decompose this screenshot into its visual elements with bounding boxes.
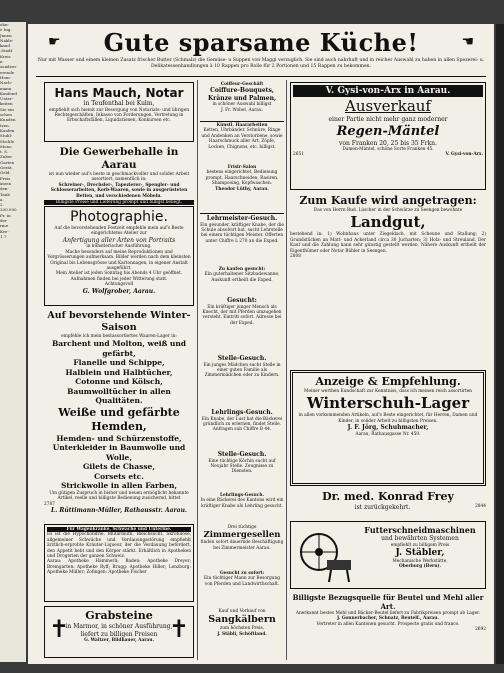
gysi-number: 2651 (293, 152, 304, 158)
prev-column-line: Kunden (0, 117, 16, 123)
grab-title: Grabsteine (85, 609, 153, 622)
wagen-title: Für Wagenkranke, Schwache und Unterine. (47, 527, 191, 532)
billig-title: Billigste Bezugsquelle für Beutel und Mehl aller Art. (292, 593, 484, 611)
prev-column-line: 2. (0, 202, 4, 208)
lehrling-body: Ein gesunder, kräftiger Knabe, der die Schule absolvirt hat, sucht Lehrstelle bei einem tüchtigen Meister. Offerten unter Chiffre L 270 an die Exped. (200, 222, 284, 244)
prev-column-line: Gerät. (0, 165, 13, 171)
billig-body: Anerkannt bestes Mehl und Bäcker-Beutel liefert zu Fabrikpreisen prompt ab Lager. (295, 611, 481, 616)
zimmer-body: finden sofort dauernde Beschäftigung bei Zimmermeister Aarau. (200, 540, 284, 551)
kalb-name: Sangkälbern (208, 614, 276, 626)
winter-sign: L. Rüttimann-Müller, Rathausstr. Aarau. (50, 507, 188, 515)
ad-haararbeiten (200, 123, 284, 163)
prev-column-line: kand (0, 43, 10, 49)
gysi-lead: einer Partie nicht mehr ganz moderner (328, 116, 448, 123)
winter-line: Cotonne und Kölsch, (75, 377, 163, 387)
v5-body: Eine tüchtige Köchin sucht auf Neujahr Stelle. Zeugnisse zu Diensten. (208, 458, 276, 475)
photo-title: Photographie. (70, 209, 168, 225)
prev-column-line: Hom- (0, 74, 12, 80)
kalb-title: Kauf und Verkauf von (218, 609, 266, 614)
ad-gysi (290, 82, 486, 190)
divider (36, 76, 486, 77)
anzeige-name: J. F. Jörg, Schuhmacher, (347, 424, 429, 432)
m4-body: bestens eingerichtet, Bedienung prompt, Haarschneiden, Rasiren, Shampooing, Kopfwaschen. (205, 170, 279, 187)
futter-sub: und bewährten Systemen (381, 535, 459, 542)
prev-column-line: ätzen (0, 180, 12, 186)
anzeige-lead: Meiner werthen Kundschaft zur Kenntniss, dass ich meinen reich assortirten (304, 389, 472, 394)
anzeige-body: in allen vorkommenden Artikeln, auf's Beste eingerichtet, für Herren, Damen und Kinder, in solider Arbeit zu billigsten Preisen. (298, 413, 478, 424)
final-body: Vertreter in allen Kantonen gesucht. Prospecte gratis und franco. (316, 621, 460, 627)
v2-body: Ein kräftiger junger Mensch als Knecht, der mit Pferden umzugehen versteht. Eintritt sofort. Adresse bei der Exped. (202, 304, 282, 326)
v4-body: Ein Knabe, der Lust hat die Bäckerei gründlich zu erlernen, findet Stelle. Anfragen sub Chiffre B 44. (201, 416, 283, 433)
lehrlings2-body: In eine Bäckerei des Kantons wird ein kräftiger Knabe als Lehrling gesucht. (200, 498, 284, 509)
gewerbehalle-body: ist nun wieder auf's beste in geschmackvoller und solider Arbeit assortiert, namentlich in: (48, 172, 190, 183)
gysi-item: Regen-Mäntel (336, 123, 440, 139)
pointing-hand-left-icon: ☛ (48, 34, 61, 50)
prev-column-line: 1.7 (0, 233, 7, 239)
wagen-body: Es ist die Hypochondrie, Blutarmuth, Bleichsucht, Skrofulose, allgemeiner Schwäche und Verdauungsstörung empfiehlt ärztlich-erprobte Kräuter-Liqueur, der die Verdauung befördert, den Appetit hebt und den Körper stärkt. Erhältlich in Apotheken und Drogerien der ganzen Schweiz. (47, 532, 191, 560)
previous-page-column (0, 22, 26, 662)
winter-line: Flanelle und Schippe, (73, 358, 165, 368)
photo-style: in künstlerischer Ausführung. (86, 244, 152, 250)
winter-line: Halblein und Halbtücher, (65, 367, 173, 377)
zimmer-title: Zimmergesellen (203, 530, 281, 541)
v5-title: Stelle-Gesuch. (217, 451, 267, 458)
kalb-body: zum höchsten Preis. (219, 626, 265, 632)
cross-right-icon: ✝ (168, 615, 189, 643)
zimmer-lead: Drei tüchtige (227, 525, 257, 530)
prev-column-line: Preis (0, 175, 11, 181)
m2-line: in schöner Auswahl billigst (212, 102, 272, 108)
grab-line2: liefert zu billigen Preisen (80, 630, 158, 638)
ad-coiffeur (200, 82, 284, 120)
anzeige-addr: Aarau, Rathausgasse Nr. 450. (355, 431, 421, 437)
ad-zu-kaufen (200, 267, 284, 295)
v3-body: Ein junges Mädchen sucht Stelle in einer guten Familie als Zimmermädchen oder zu Kindern. (203, 362, 281, 379)
ad-winter-saison (44, 310, 194, 520)
winter-line: Barchent und Molton, weiß und gefärbt, (51, 339, 187, 358)
notary-place: in Teufenthal bei Kulm, (83, 100, 155, 107)
gysi-head: Ausverkauf (345, 97, 431, 115)
kauf-item: Landgut, (350, 213, 426, 232)
prev-column-line: Kaufend (0, 90, 17, 96)
photo-signed: Achtungsvoll (104, 282, 134, 288)
m2-title: Coiffeur-Geschäft (220, 82, 264, 87)
column-rule (197, 80, 198, 660)
scrollbar[interactable] (496, 24, 504, 664)
ad-sangkaelber (200, 609, 284, 657)
winter-line: Hemden- und Schürzenstoffe, (56, 433, 182, 443)
ad-dr-frey (290, 490, 486, 518)
m2-name: J. Fr. Wobel, Aarau. (221, 107, 263, 113)
ad-gesucht-sofort (200, 571, 284, 607)
prev-column-line: mann (0, 85, 12, 91)
v4-title: Lehrlings-Gesuch. (211, 409, 273, 416)
prev-column-line: Zuber (0, 154, 13, 160)
anzeige-title: Anzeige & Empfehlung. (315, 375, 461, 388)
ad-lehrlings-gesuch-2 (200, 493, 284, 523)
futter-name: J. Stäbler, (395, 547, 445, 558)
frey-number: 2844 (475, 504, 486, 509)
gesucht-title: Gesucht zu sofort: (219, 571, 265, 576)
photo-note: Mein Atelier ist jeden Sonntag bis Abends 4 Uhr geöffnet. Aufnahmen finden bei jeder Witterung statt. (55, 271, 183, 282)
prev-column-line: Nakle- (0, 37, 14, 43)
ad-frisirsalon (200, 165, 284, 211)
futter-text (357, 525, 483, 570)
prev-column-line: Taub (0, 191, 10, 197)
futter-city: Oberburg (Bern). (399, 564, 441, 570)
ad-billigste (290, 593, 486, 657)
ad-gesucht (200, 297, 284, 353)
prev-column-line: erende (0, 69, 15, 75)
lehrlings2-title: Lehrlings-Gesuch. (220, 493, 264, 498)
prev-column-line: ,Stadt (0, 48, 13, 54)
ad-stelle-gesuch (200, 355, 284, 407)
ad-anzeige (290, 370, 486, 486)
winter-title: Auf bevorstehende Winter-Saison (47, 310, 191, 333)
prev-column-line: Mono (0, 143, 12, 149)
newspaper-page (28, 24, 494, 664)
m2-line: Coiffure-Bouquets, (210, 87, 274, 95)
photo-service: Anfertigung aller Arten von Portraits (62, 236, 176, 244)
prev-column-line: keiten (0, 101, 13, 107)
prev-column-line: t. S. (0, 149, 9, 155)
m3-body: Ketten, Uhrbänder, Schnüre, Ringe und Andenken an Verstorbene, sowie Haarschmuck aller Art, Zöpfe, Locken, Chignons, etc. billigst. (201, 128, 283, 150)
prev-column-line: ohn- (0, 22, 9, 27)
winter-line: Unterkleider in Baumwolle und Wolle, (52, 443, 186, 462)
frey-sub: ist zurückgekehrt. (354, 504, 411, 511)
prev-column-line: Stuhl- (0, 133, 13, 139)
ad-notary (44, 82, 194, 142)
ad-lehrmeister (200, 215, 284, 265)
prev-column-line: tzen. (0, 122, 10, 128)
m4-name: Theodor Lüthy, Aarau. (215, 186, 269, 192)
prev-column-line: e Ing. (0, 27, 12, 33)
final-number: 2692 (475, 627, 486, 633)
winter-body: Um gütigen Zuspruch in bisher und neuen ermöglicht bekannte Artikel, reelle und billigste Bedienung zusichernd, bittet (49, 490, 189, 502)
ad-photographie (44, 206, 194, 306)
kauf-lead: Das von Herrn Rud. Lüscher in der Schwärze zu Seengen bewohnte (313, 208, 463, 213)
winter-line: Strickwolle in allen Farben, (60, 481, 178, 491)
grab-name: G. Waltzer, Bildhauer, Aarau. (84, 638, 154, 643)
notary-name: Hans Mauch, Notar (54, 86, 184, 100)
v2-title: Gesucht: (227, 297, 257, 304)
winter-line: Gilets de Chasse, (83, 462, 155, 472)
ad-landgut (290, 194, 486, 366)
gewerbehalle-title: Die Gewerbehalle in Aarau (59, 146, 179, 171)
ad-magenkranke (44, 524, 194, 602)
winter-line: Corsets etc. (94, 471, 144, 481)
m4-title: Frisir-Salon (227, 165, 257, 170)
frey-title: Dr. med. Konrad Frey (322, 490, 454, 503)
wagen-places: Aarau: Apotheke Hämmerli; Baden: Apotheke Dreyer; Bremgarten: Apotheke Ryff; Brugg: Apotheke Hiller; Lenzburg: Apotheke Müller; Zofingen: Apotheke Fischer (47, 559, 191, 576)
ad-lehrlings-gesuch (200, 409, 284, 449)
column-rule (286, 80, 287, 660)
prev-column-line: Unter- (0, 96, 14, 102)
headline-title: Gute sparsame Küche! (103, 28, 419, 57)
winter-line: Baumwolltücher in allen Qualitäten. (67, 386, 171, 406)
kauf-body: bestehend in: 1) Wohnhaus unter Ziegeldach, mit Scheune und Stallung; 2) Grundstücken an Matt- und Ackerland circa 30 Jucharten; 3) Holz- und Streuland. Der Kauf und die Zahlung kann sehr günstig gestellt werden. Nähere Auskunft ertheilt der Eigenthümer oder Notar Bühler in Seengen. (290, 232, 486, 254)
v1-title: Zu kaufen gesucht: (218, 267, 266, 272)
prev-column-line: Kaufen (0, 127, 15, 133)
gysi-prices: von Franken 20, 25 bis 35 Frkn. (339, 139, 437, 147)
gewerbehalle-items: Schreiner-, Drechsler-, Tapezierer-, Spengler- und Schlosserarbeiten, Korb-Waaren, sowie in ausgerüsteten Betten, und verschiedenen Möbeln. (50, 182, 188, 199)
winter-lead: empfehle ich mein bestassortiertes Waaren-Lager in: (61, 334, 177, 339)
prev-column-line: Kreis (0, 53, 11, 59)
photo-name: G. Wolfgrober, Aarau. (82, 287, 156, 295)
photo-body: Mache besonders auf meine Reproduktionen und Vergrösserungen aufmerksam. Bilder werden nach dem kleinsten Original bis Lebensgrösse und Kartonnagen, in eigener Anstalt ausgeführt. (47, 249, 191, 271)
gysi-footer (293, 152, 483, 157)
grab-line1: in Marmor, in schöner Ausführung, (65, 623, 173, 630)
lehrling-title: Lehrmeister-Gesuch. (206, 215, 278, 222)
kauf-title: Zum Kaufe wird angetragen: (299, 194, 477, 207)
winter-number: 2787 (44, 501, 55, 507)
photo-lead: Auf die bevorstehenden Festzeit empfehle mein auf's Beste eingerichtetes Atelier zur (54, 226, 184, 237)
m2-line: Kränze und Palmen, (207, 94, 277, 102)
gysi-title: V. Gysi-von-Arx in Aarau. (293, 85, 483, 97)
gysi-sign: V. Gysi-von-Arx. (445, 152, 483, 158)
prev-column-line: rme (0, 223, 9, 229)
prev-column-line: a. (0, 196, 4, 202)
m3-title: Künstl. Haararbeiten (216, 123, 268, 128)
prev-column-line: n (0, 59, 3, 65)
prev-column-line: schen (0, 112, 12, 118)
kauf-number: 2808 (290, 254, 301, 260)
prev-column-line: 200.000 (0, 207, 17, 213)
gysi-body: Damen-Mäntel, schöne Sorte Franken 45. (342, 147, 434, 152)
machine-illustration-icon (297, 530, 353, 582)
prev-column-line: Sie ein (0, 106, 14, 112)
notary-body: empfiehlt sich hiemit zur Besorgung von Notariats- und übrigen Rechtsgeschäften, Inkasso von Forderungen, Vertretung in Erbschaftsfällen, Liquidationen, Konkursen etc. (49, 107, 189, 124)
prev-column-line: Nach- (0, 80, 13, 86)
prev-column-line: Jnnen (0, 32, 12, 38)
ad-futterschneid (290, 521, 486, 589)
futter-addr: Mechanische Werkstätte, (392, 558, 448, 564)
prev-column-line: Fr. in (0, 212, 11, 218)
kalb-sign: J. Stäbli, Schöftland. (217, 631, 267, 637)
prev-column-line: der (0, 217, 7, 223)
prev-column-line: Stichle (0, 138, 15, 144)
prev-column-line: sondeer (0, 64, 17, 70)
divider (200, 121, 284, 122)
futter-sub2: empfiehlt zu billigem Preis (390, 542, 450, 548)
divider (200, 213, 284, 214)
futter-title: Futterschneidmaschinen (364, 525, 476, 535)
prev-column-line: Kre- (0, 228, 9, 234)
v3-title: Stelle-Gesuch. (217, 355, 267, 362)
ad-gewerbehalle (44, 146, 194, 206)
cross-left-icon: ✝ (49, 615, 70, 643)
ad-stelle-gesuch-2 (200, 451, 284, 491)
headline-subtitle: Nur mit Wasser und einem kleinen Zusatz frischer Butter (Schmalz) die Gemüse- u Suppen von Maggi verzuglich. Sie sind auch nahrhaft und in reicher Auswahl zu haben in allen Spezerei- u. Delikatessenhandlungen à 10 Rappen pro Rolle für 2 Portionen und 15 Rappen zu bekommen. (37, 58, 485, 69)
prev-column-line: Geld. (0, 170, 11, 176)
winter-line: Weiße und gefärbte Hemden, (58, 405, 180, 433)
v1-body: Ein guterhaltener Sitzbadewanne, Auskunft ertheilt die Exped. (204, 272, 280, 283)
ad-zimmergesellen (200, 525, 284, 569)
billig-name: J. Gonnerbacher, Schnatz, Beutelf., Aarau. (337, 616, 439, 622)
gewerbehalle-foot: Billigste Preise und Lieferung prompt und billigst beliegt. (44, 200, 194, 205)
prev-column-line: den- (0, 186, 9, 192)
pointing-hand-right-icon: ☚ (461, 34, 474, 50)
frey-footer (290, 504, 486, 512)
prev-column-line: Garten (0, 159, 15, 165)
ad-grabsteine (44, 606, 194, 658)
anzeige-item: Winterschuh-Lager (306, 394, 470, 413)
gesucht-body: Ein tüchtiger Mann zur Besorgung von Pferden und Landwirthschaft. (203, 576, 281, 587)
